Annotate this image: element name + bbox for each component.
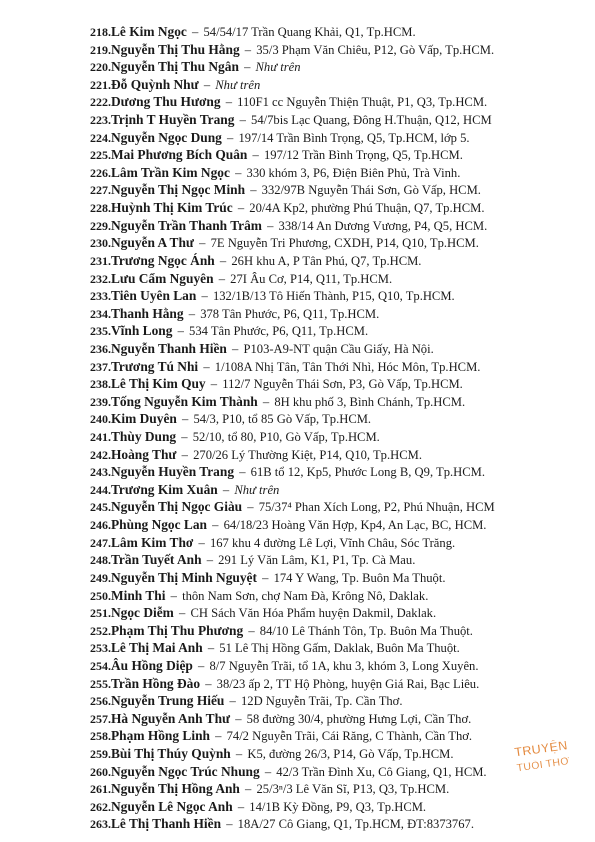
entry-separator: – [203, 359, 210, 374]
entry-separator: – [181, 447, 188, 462]
list-item [90, 815, 585, 833]
entry-number: 228. [90, 201, 111, 216]
entry-separator: – [210, 377, 218, 392]
entry-address: 110F1 cc Nguyễn Thiện Thuật, P1, Q3, Tp.HCM. [237, 95, 488, 110]
list-item [90, 217, 585, 235]
entry-address: 8H khu phố 3, Bình Chánh, Tp.HCM. [274, 394, 466, 409]
entry-name: Nguyễn Thanh Hiền [111, 340, 227, 356]
entry-address: 27I Âu Cơ, P14, Q11, Tp.HCM. [230, 271, 393, 286]
list-item [90, 428, 585, 446]
list-item [90, 146, 585, 164]
entry-address: 112/7 Nguyễn Thái Sơn, P3, Gò Vấp, Tp.HCM. [222, 377, 463, 392]
entry-name: Thùy Dung [111, 429, 177, 445]
entry-name: Nguyễn A Thư [111, 235, 194, 251]
entry-number: 242. [90, 447, 111, 462]
entry-address: 378 Tân Phước, P6, Q11, Tp.HCM. [200, 306, 380, 321]
list-item [90, 446, 585, 464]
entry-separator: – [205, 676, 212, 691]
entry-name: Hà Nguyễn Anh Thư [111, 710, 231, 726]
entry-number: 237. [90, 359, 111, 374]
list-item [90, 534, 585, 552]
entry-number: 252. [90, 623, 111, 638]
entry-separator: – [179, 606, 186, 621]
entry-separator: – [219, 253, 227, 268]
entry-number: 227. [90, 183, 111, 198]
entry-address: 1/108A Nhị Tân, Tân Thới Nhì, Hóc Môn, Tp.HCM. [214, 359, 481, 374]
list-item [90, 657, 585, 675]
list-item [90, 498, 585, 516]
entry-separator: – [188, 306, 196, 321]
watermark-line-2: TUỔI THƠ [515, 755, 571, 775]
entry-separator: – [245, 782, 252, 797]
entry-separator: – [235, 165, 242, 180]
list-item [90, 692, 585, 710]
entry-name: Đỗ Quỳnh Như [111, 76, 199, 92]
entry-address: 20/4A Kp2, phường Phú Thuận, Q7, Tp.HCM. [249, 201, 485, 216]
entry-name: Nguyễn Thị Thu Hằng [111, 41, 240, 57]
entry-number: 244. [90, 482, 111, 497]
list-item [90, 569, 585, 587]
entry-separator: – [229, 694, 236, 709]
list-item [90, 252, 585, 270]
entry-name: Lâm Kim Thơ [111, 534, 194, 550]
entry-separator: – [237, 201, 245, 216]
entry-number: 233. [90, 289, 111, 304]
list-item [90, 181, 585, 199]
entry-name: Nguyễn Thị Ngọc Giàu [111, 499, 243, 515]
entry-address: 74/2 Nguyễn Trãi, Cái Răng, C Thành, Cần Thơ. [226, 729, 473, 744]
entry-address: 52/10, tổ 80, P10, Gò Vấp, Tp.HCM. [192, 430, 380, 445]
list-item [90, 393, 585, 411]
entry-address: 8/7 Nguyễn Trãi, tổ 1A, khu 3, khóm 3, Long Xuyên. [209, 658, 479, 673]
entry-name: Nguyễn Lê Ngọc Anh [111, 798, 233, 814]
entry-separator: – [177, 324, 184, 339]
entry-address: 291 Lý Văn Lâm, K1, P1, Tp. Cà Mau. [218, 553, 416, 568]
entry-number: 218. [90, 25, 111, 39]
entry-address: CH Sách Văn Hóa Phẩm huyện Dakmil, Daklak. [190, 606, 437, 621]
entry-address: 338/14 An Dương Vương, P4, Q5, HCM. [278, 218, 488, 233]
entry-separator: – [262, 394, 270, 409]
entry-address: 58 đường 30/4, phường Hưng Lợi, Cần Thơ. [246, 711, 472, 726]
list-item [90, 340, 585, 358]
list-item [90, 164, 585, 182]
entry-number: 254. [90, 658, 111, 673]
entry-address: 197/14 Trần Bình Trọng, Q5, Tp.HCM, lớp 5. [238, 130, 470, 145]
list-item [90, 375, 585, 393]
list-item [90, 639, 585, 657]
list-item [90, 129, 585, 147]
entry-number: 249. [90, 570, 111, 585]
entry-number: 238. [90, 377, 111, 392]
list-item [90, 798, 585, 816]
entry-number: 253. [90, 641, 111, 656]
entry-separator: – [181, 430, 188, 445]
entry-name: Nguyễn Thị Ngọc Minh [111, 182, 246, 198]
entry-name: Hoàng Thư [111, 446, 177, 462]
entry-address: 12D Nguyễn Trãi, Tp. Cần Thơ. [240, 694, 403, 709]
list-item [90, 76, 585, 94]
entry-separator: – [207, 641, 215, 656]
entry-address: Như trên [215, 77, 261, 92]
list-item [90, 604, 585, 622]
entry-number: 239. [90, 394, 111, 409]
entry-separator: – [239, 113, 246, 128]
entry-address: 167 khu 4 đường Lê Lợi, Vĩnh Châu, Sóc Trăng. [209, 535, 456, 550]
entry-address: 38/23 ấp 2, TT Hộ Phòng, huyện Giá Rai, Bạc Liêu. [216, 676, 480, 691]
list-item [90, 675, 585, 693]
entry-separator: – [227, 130, 234, 145]
entry-address: 75/37⁴ Phan Xích Long, P2, Phú Nhuận, HCM [258, 500, 495, 515]
entry-address: 174 Y Wang, Tp. Buôn Ma Thuột. [273, 570, 446, 585]
entry-number: 243. [90, 465, 111, 480]
entry-number: 235. [90, 324, 111, 339]
entry-address: P103-A9-NT quận Cầu Giấy, Hà Nội. [243, 341, 434, 356]
entry-separator: – [248, 623, 255, 638]
entry-name: Phạm Hồng Linh [111, 728, 210, 744]
entry-number: 248. [90, 553, 111, 568]
entry-separator: – [247, 500, 254, 515]
entry-name: Nguyễn Thị Thu Ngân [111, 59, 239, 75]
entry-address: 54/3, P10, tổ 85 Gò Vấp, Tp.HCM. [193, 412, 372, 427]
entry-name: Lê Thị Mai Anh [111, 640, 203, 656]
list-item [90, 463, 585, 481]
entry-number: 240. [90, 412, 111, 427]
entry-name: Trương Ngọc Ánh [111, 252, 215, 268]
entry-address: 61B tổ 12, Kp5, Phước Long B, Q9, Tp.HCM. [250, 465, 485, 480]
entry-name: Nguyễn Ngọc Trúc Nhung [111, 763, 260, 779]
entry-address: 51 Lê Thị Hồng Gấm, Daklak, Buôn Ma Thuột. [219, 641, 460, 656]
entry-separator: – [215, 729, 222, 744]
entry-number: 229. [90, 218, 111, 233]
entry-name: Lê Thị Kim Quy [111, 376, 206, 392]
entry-number: 232. [90, 271, 111, 286]
entry-name: Nguyễn Thị Minh Nguyệt [111, 569, 257, 585]
list-item [90, 587, 585, 605]
entry-separator: – [206, 553, 214, 568]
entry-address: 42/3 Trần Đình Xu, Cô Giang, Q1, HCM. [276, 764, 487, 779]
entry-name: Tống Nguyễn Kim Thành [111, 393, 258, 409]
entry-separator: – [182, 412, 189, 427]
entry-address: 332/97B Nguyễn Thái Sơn, Gò Vấp, HCM. [261, 183, 481, 198]
list-item [90, 780, 585, 798]
entry-name: Bùi Thị Thúy Quỳnh [111, 745, 231, 761]
entry-address: 270/26 Lý Thường Kiệt, P14, Q10, Tp.HCM. [193, 447, 422, 462]
entry-separator: – [170, 588, 177, 603]
entry-number: 226. [90, 165, 111, 180]
entry-name: Nguyễn Huyền Trang [111, 464, 235, 480]
entry-separator: – [198, 535, 205, 550]
entry-separator: – [262, 570, 269, 585]
entry-number: 246. [90, 518, 111, 533]
entry-separator: – [212, 518, 219, 533]
entry-number: 230. [90, 236, 111, 251]
list-item [90, 305, 585, 323]
entry-separator: – [250, 183, 257, 198]
entry-number: 225. [90, 148, 111, 163]
entry-number: 251. [90, 606, 111, 621]
entry-number: 224. [90, 130, 111, 145]
list-item [90, 93, 585, 111]
entry-separator: – [239, 465, 246, 480]
entry-name: Ngọc Diễm [111, 605, 174, 621]
entry-address: 64/18/23 Hoàng Văn Hợp, Kp4, An Lạc, BC, HCM. [223, 518, 487, 533]
list-item [90, 23, 585, 41]
entry-number: 245. [90, 500, 111, 515]
entry-separator: – [218, 271, 225, 286]
entry-address: thôn Nam Sơn, chợ Nam Đà, Krông Nô, Daklak. [182, 588, 429, 603]
entry-separator: – [222, 482, 230, 497]
entry-address: 54/7bis Lạc Quang, Đông H.Thuận, Q12, HCM [251, 113, 492, 128]
entry-separator: – [203, 77, 211, 92]
entry-number: 219. [90, 42, 111, 57]
entry-number: 250. [90, 588, 111, 603]
entry-number: 222. [90, 95, 111, 110]
list-item [90, 622, 585, 640]
entry-number: 220. [90, 60, 111, 75]
entry-number: 261. [90, 782, 111, 797]
entry-separator: – [201, 289, 208, 304]
entry-number: 262. [90, 799, 111, 814]
entry-separator: – [244, 42, 252, 57]
entry-name: Mai Phương Bích Quân [111, 147, 248, 163]
entry-name: Nguyễn Thị Hồng Anh [111, 781, 240, 797]
entry-separator: – [198, 658, 205, 673]
entry-name: Dương Thu Hương [111, 94, 221, 110]
entry-number: 247. [90, 535, 111, 550]
entry-name: Lê Kim Ngọc [111, 24, 187, 39]
entry-number: 221. [90, 77, 111, 92]
entry-address: 534 Tân Phước, P6, Q11, Tp.HCM. [189, 324, 369, 339]
entry-name: Nguyễn Trung Hiếu [111, 693, 225, 709]
entry-separator: – [232, 341, 239, 356]
entry-number: 258. [90, 729, 111, 744]
entry-separator: – [225, 95, 233, 110]
entry-number: 231. [90, 253, 111, 268]
entry-address: 18A/27 Cô Giang, Q1, Tp.HCM, ĐT:8373767. [237, 817, 474, 832]
entry-address: 132/1B/13 Tô Hiến Thành, P15, Q10, Tp.HCM. [212, 289, 455, 304]
entry-name: Phạm Thị Thu Phương [111, 622, 244, 638]
entry-address: 330 khóm 3, P6, Điện Biên Phủ, Trà Vinh. [246, 165, 461, 180]
list-item [90, 234, 585, 252]
entry-name: Thanh Hằng [111, 305, 184, 321]
entry-number: 236. [90, 341, 111, 356]
entry-address: K5, đường 26/3, P14, Gò Vấp, Tp.HCM. [247, 746, 454, 761]
list-item [90, 287, 585, 305]
list-item [90, 551, 585, 569]
entry-number: 223. [90, 113, 111, 128]
entry-name: Trần Tuyết Anh [111, 552, 202, 568]
entry-name: Trịnh T Huyền Trang [111, 112, 235, 128]
entry-separator: – [235, 711, 242, 726]
list-item [90, 410, 585, 428]
entry-address: 26H khu A, P Tân Phú, Q7, Tp.HCM. [231, 253, 422, 268]
list-item [90, 710, 585, 728]
list-item [90, 358, 585, 376]
address-list [90, 23, 585, 833]
entry-name: Âu Hồng Diệp [111, 657, 193, 673]
entry-separator: – [226, 817, 233, 832]
entry-name: Trương Tú Nhi [111, 358, 199, 374]
entry-name: Nguyễn Ngọc Dung [111, 129, 222, 145]
entry-number: 260. [90, 764, 111, 779]
entry-address: Như trên [255, 60, 301, 75]
entry-address: 54/54/17 Trần Quang Khải, Q1, Tp.HCM. [203, 25, 416, 39]
entry-name: Lưu Cẩm Nguyên [111, 270, 214, 286]
entry-name: Lê Thị Thanh Hiền [111, 816, 222, 832]
entry-separator: – [235, 746, 243, 761]
entry-name: Tiên Uyên Lan [111, 288, 197, 304]
entry-address: 14/1B Kỳ Đồng, P9, Q3, Tp.HCM. [249, 799, 427, 814]
entry-number: 255. [90, 676, 111, 691]
entry-number: 259. [90, 746, 111, 761]
list-item [90, 41, 585, 59]
entry-name: Trương Kim Xuân [111, 481, 218, 497]
entry-address: Như trên [234, 482, 280, 497]
entry-number: 257. [90, 711, 111, 726]
entry-address: 197/12 Trần Bình Trọng, Q5, Tp.HCM. [263, 148, 463, 163]
entry-address: 7E Nguyễn Tri Phương, CXDH, P14, Q10, Tp.HCM. [210, 236, 479, 251]
entry-separator: – [199, 236, 206, 251]
list-item [90, 516, 585, 534]
entry-number: 256. [90, 694, 111, 709]
entry-name: Phùng Ngọc Lan [111, 517, 207, 533]
list-item [90, 270, 585, 288]
entry-name: Nguyễn Trần Thanh Trâm [111, 217, 262, 233]
entry-name: Trần Hồng Đào [111, 675, 201, 691]
entry-separator: – [192, 25, 199, 39]
entry-address: 35/3 Phạm Văn Chiêu, P12, Gò Vấp, Tp.HCM. [256, 42, 495, 57]
list-item [90, 322, 585, 340]
entry-separator: – [244, 60, 251, 75]
entry-number: 263. [90, 817, 111, 832]
entry-separator: – [267, 218, 274, 233]
entry-name: Huỳnh Thị Kim Trúc [111, 200, 233, 216]
list-item [90, 58, 585, 76]
entry-address: 84/10 Lê Thánh Tôn, Tp. Buôn Ma Thuột. [259, 623, 473, 638]
list-item [90, 111, 585, 129]
entry-name: Lâm Trần Kim Ngọc [111, 164, 230, 180]
watermark-line-1: TRUYỆN [513, 737, 569, 760]
entry-name: Kim Duyên [111, 411, 177, 427]
watermark-logo [510, 735, 574, 779]
entry-separator: – [237, 799, 245, 814]
entry-number: 241. [90, 430, 111, 445]
entry-name: Vĩnh Long [111, 323, 173, 339]
entry-separator: – [264, 764, 272, 779]
entry-separator: – [252, 148, 259, 163]
list-item [90, 199, 585, 217]
entry-name: Minh Thi [111, 587, 166, 603]
entry-address: 25/3ⁿ/3 Lê Văn Sĩ, P13, Q3, Tp.HCM. [256, 782, 450, 797]
list-item [90, 481, 585, 499]
entry-number: 234. [90, 306, 111, 321]
